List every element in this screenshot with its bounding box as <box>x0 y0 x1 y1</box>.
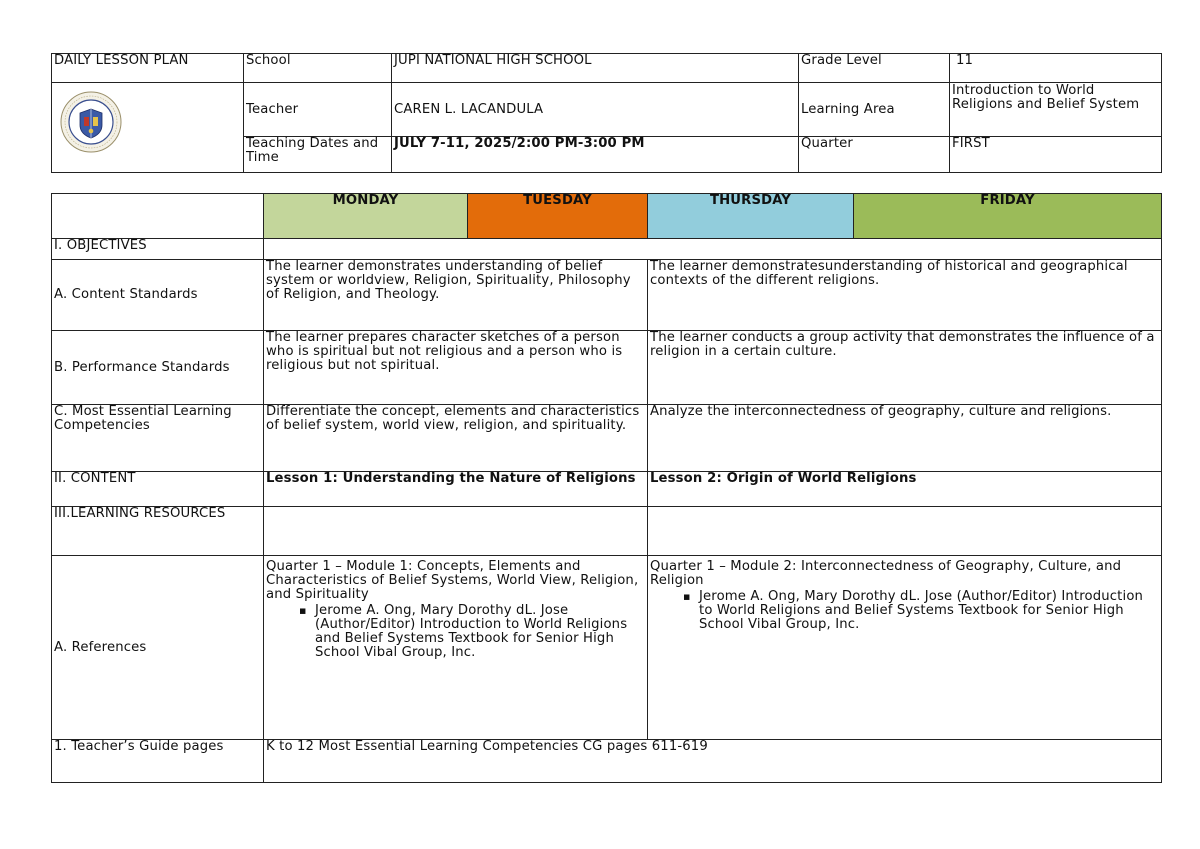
header-table <box>51 53 1162 173</box>
reference-module-title: Quarter 1 – Module 2: Interconnectedness of Geography, Culture, and Religion <box>650 559 1122 588</box>
reference-list <box>266 604 645 660</box>
content-standards-right: The learner demonstratesunderstanding of historical and geographical contexts of the different religions. <box>648 260 1162 331</box>
seal-cell <box>52 83 244 173</box>
deped-seal-icon <box>60 91 122 153</box>
reference-list <box>650 590 1159 632</box>
teacher-label: Teacher <box>244 83 392 137</box>
content-standards-left: The learner demonstrates understanding of belief system or worldview, Religion, Spirituality, Philosophy of Religion, and Theology. <box>264 260 648 331</box>
learning-resources-right <box>648 507 1162 556</box>
dates-value: JULY 7-11, 2025/2:00 PM-3:00 PM <box>392 137 799 173</box>
reference-item: ▪ Jerome A. Ong, Mary Dorothy dL. Jose (Author/Editor) Introduction to World Religions and Belief Systems Textbook for Senior High School Vibal Group, Inc. <box>699 590 1159 632</box>
learning-resources-label: III.LEARNING RESOURCES <box>52 507 264 556</box>
day-header-monday: MONDAY <box>264 194 468 239</box>
content-left: Lesson 1: Understanding the Nature of Religions <box>264 472 648 507</box>
objectives-empty <box>264 239 1162 260</box>
references-label: A. References <box>52 556 264 740</box>
references-right <box>648 556 1162 740</box>
performance-standards-left: The learner prepares character sketches of a person who is spiritual but not religious and a person who is religious but not spiritual. <box>264 331 648 405</box>
performance-standards-right: The learner conducts a group activity that demonstrates the influence of a religion in a certain culture. <box>648 331 1162 405</box>
content-label: II. CONTENT <box>52 472 264 507</box>
learning-resources-left <box>264 507 648 556</box>
content-right: Lesson 2: Origin of World Religions <box>648 472 1162 507</box>
grade-label: Grade Level <box>799 54 950 83</box>
doc-title: DAILY LESSON PLAN <box>52 54 244 83</box>
grade-value: 11 <box>950 54 1162 83</box>
corner-cell <box>52 194 264 239</box>
main-table <box>51 193 1162 783</box>
melc-right: Analyze the interconnectedness of geography, culture and religions. <box>648 405 1162 472</box>
teacher-value: CAREN L. LACANDULA <box>392 83 799 137</box>
day-header-tuesday: TUESDAY <box>468 194 648 239</box>
school-label: School <box>244 54 392 83</box>
teachers-guide-label: 1. Teacher’s Guide pages <box>52 740 264 783</box>
reference-item: ▪ Jerome A. Ong, Mary Dorothy dL. Jose (Author/Editor) Introduction to World Religions and Belief Systems Textbook for Senior High School Vibal Group, Inc. <box>315 604 645 660</box>
quarter-value: FIRST <box>950 137 1162 173</box>
day-header-thursday: THURSDAY <box>648 194 854 239</box>
objectives-label: I. OBJECTIVES <box>52 239 264 260</box>
area-value: Introduction to World Religions and Belief System <box>950 83 1162 137</box>
performance-standards-label: B. Performance Standards <box>52 331 264 405</box>
melc-label: C. Most Essential Learning Competencies <box>52 405 264 472</box>
content-standards-label: A. Content Standards <box>52 260 264 331</box>
quarter-label: Quarter <box>799 137 950 173</box>
melc-left: Differentiate the concept, elements and characteristics of belief system, world view, religion, and spirituality. <box>264 405 648 472</box>
reference-module-title: Quarter 1 – Module 1: Concepts, Elements and Characteristics of Belief Systems, World View, Religion, and Spirituality <box>266 559 639 602</box>
day-header-friday: FRIDAY <box>854 194 1162 239</box>
area-label: Learning Area <box>799 83 950 137</box>
teachers-guide-value: K to 12 Most Essential Learning Competencies CG pages 611-619 <box>264 740 1162 783</box>
references-left <box>264 556 648 740</box>
school-value: JUPI NATIONAL HIGH SCHOOL <box>392 54 799 83</box>
dates-label: Teaching Dates and Time <box>244 137 392 173</box>
